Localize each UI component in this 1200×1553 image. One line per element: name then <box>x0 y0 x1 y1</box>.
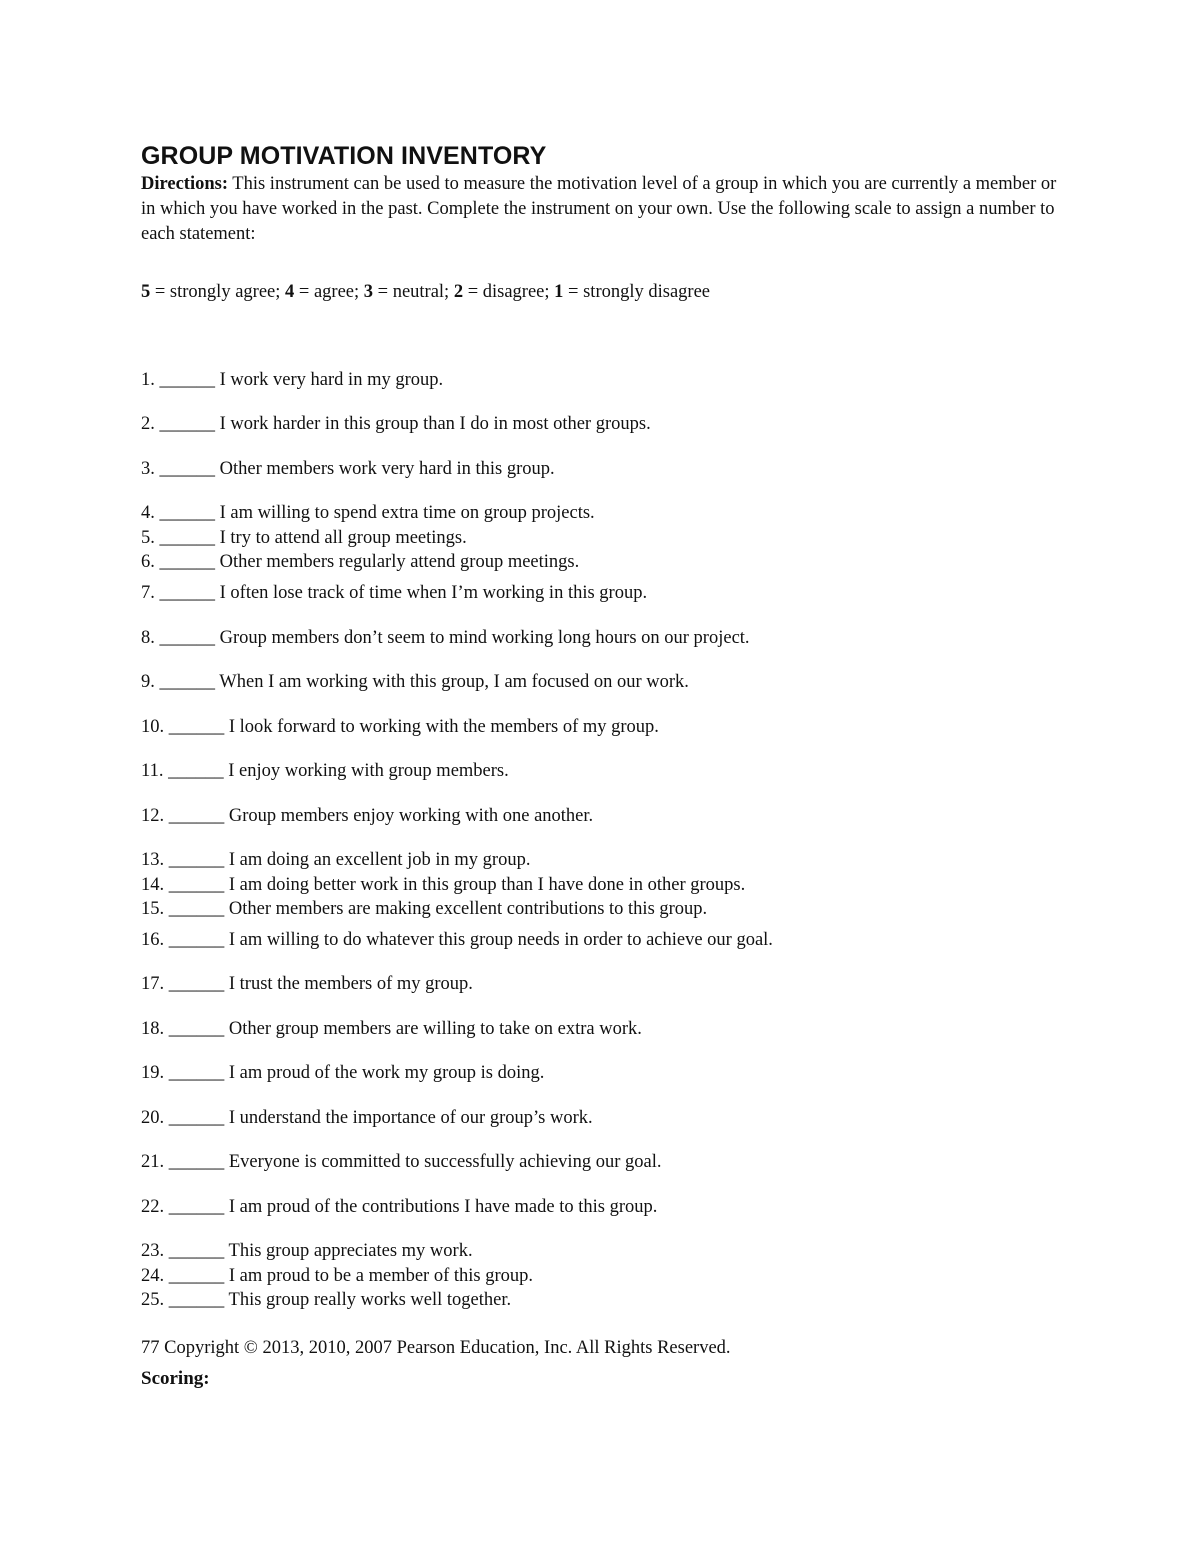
statement-text: I work harder in this group than I do in most other groups. <box>219 414 651 434</box>
statement-item <box>141 526 467 551</box>
scale-label-1: = strongly disagree <box>563 282 711 302</box>
rating-blank[interactable]: ______ <box>168 1063 225 1083</box>
statement-text: I try to attend all group meetings. <box>219 528 467 548</box>
statement-number: 6. <box>141 552 155 572</box>
rating-blank[interactable]: ______ <box>159 583 215 603</box>
rating-blank[interactable]: ______ <box>159 459 215 479</box>
statement-item <box>141 972 473 997</box>
rating-blank[interactable]: ______ <box>168 761 224 781</box>
statement-number: 22. <box>141 1197 165 1217</box>
scale-value-2: 2 <box>453 282 464 302</box>
statement-text: Other members regularly attend group meetings. <box>219 552 580 572</box>
statement-text: Group members enjoy working with one another. <box>228 806 594 826</box>
statement-item <box>141 715 659 740</box>
scale-label-2: = disagree; <box>463 282 555 302</box>
statement-text: Group members don’t seem to mind working long hours on our project. <box>219 628 750 648</box>
rating-blank[interactable]: ______ <box>168 1290 225 1310</box>
statement-text: I am proud of the work my group is doing. <box>228 1063 545 1083</box>
rating-blank[interactable]: ______ <box>168 974 225 994</box>
directions-label: Directions: <box>141 174 228 194</box>
statement-number: 19. <box>141 1063 165 1083</box>
scale-value-5: 5 <box>141 282 151 302</box>
statement-item <box>141 1239 473 1264</box>
rating-blank[interactable]: ______ <box>168 1197 225 1217</box>
statement-text: I look forward to working with the members of my group. <box>228 717 659 737</box>
statement-text: I am doing better work in this group than I have done in other groups. <box>228 875 746 895</box>
statement-number: 16. <box>141 930 165 950</box>
statement-text: I trust the members of my group. <box>228 974 473 994</box>
statement-text: I am proud to be a member of this group. <box>228 1266 534 1286</box>
rating-blank[interactable]: ______ <box>159 414 215 434</box>
statement-item <box>141 897 707 922</box>
statement-text: I work very hard in my group. <box>219 370 444 390</box>
statement-number: 17. <box>141 974 165 994</box>
statement-text: Other members are making excellent contributions to this group. <box>228 899 708 919</box>
rating-scale <box>141 280 710 305</box>
statement-number: 3. <box>141 459 155 479</box>
statement-item <box>141 759 509 784</box>
statement-number: 25. <box>141 1290 165 1310</box>
rating-blank[interactable]: ______ <box>168 1152 225 1172</box>
statement-item <box>141 457 555 482</box>
statement-item <box>141 1195 657 1220</box>
rating-blank[interactable]: ______ <box>159 503 215 523</box>
statement-number: 11. <box>141 761 164 781</box>
rating-blank[interactable]: ______ <box>168 899 225 919</box>
statement-item <box>141 550 579 575</box>
rating-blank[interactable]: ______ <box>159 370 215 390</box>
statement-item <box>141 848 530 873</box>
statement-item <box>141 1288 511 1313</box>
scale-value-4: 4 <box>285 282 295 302</box>
copyright-notice: 77 Copyright © 2013, 2010, 2007 Pearson Education, Inc. All Rights Reserved. <box>141 1338 731 1358</box>
scale-value-3: 3 <box>363 282 374 302</box>
statement-number: 8. <box>141 628 155 648</box>
statement-number: 23. <box>141 1241 165 1261</box>
rating-blank[interactable]: ______ <box>168 1241 225 1261</box>
statement-text: I enjoy working with group members. <box>228 761 509 781</box>
scale-label-5: = strongly agree; <box>150 282 286 302</box>
statement-number: 9. <box>141 672 155 692</box>
statement-text: This group appreciates my work. <box>228 1241 473 1261</box>
statement-text: I am willing to do whatever this group needs in order to achieve our goal. <box>228 930 773 950</box>
statement-item <box>141 1150 661 1175</box>
scale-value-1: 1 <box>554 282 564 302</box>
statement-item <box>141 581 647 606</box>
statement-item <box>141 626 750 651</box>
statement-number: 5. <box>141 528 155 548</box>
statement-item <box>141 368 443 393</box>
statement-item <box>141 1264 533 1289</box>
statement-item <box>141 670 689 695</box>
statement-number: 18. <box>141 1019 165 1039</box>
statement-number: 2. <box>141 414 155 434</box>
statement-number: 4. <box>141 503 155 523</box>
rating-blank[interactable]: ______ <box>168 717 225 737</box>
statement-text: I understand the importance of our group’s work. <box>228 1108 593 1128</box>
statement-item <box>141 1106 593 1131</box>
statement-text: I am willing to spend extra time on group projects. <box>219 503 595 523</box>
rating-blank[interactable]: ______ <box>159 552 215 572</box>
rating-blank[interactable]: ______ <box>159 628 215 648</box>
statement-item <box>141 501 595 526</box>
statement-item <box>141 873 745 898</box>
rating-blank[interactable]: ______ <box>168 1019 225 1039</box>
rating-blank[interactable]: ______ <box>159 528 215 548</box>
statement-number: 14. <box>141 875 165 895</box>
statement-number: 10. <box>141 717 165 737</box>
statement-text: Other group members are willing to take on extra work. <box>228 1019 642 1039</box>
statement-text: When I am working with this group, I am focused on our work. <box>219 672 689 692</box>
rating-blank[interactable]: ______ <box>168 1108 225 1128</box>
rating-blank[interactable]: ______ <box>168 850 225 870</box>
rating-blank[interactable]: ______ <box>168 806 225 826</box>
document-title: GROUP MOTIVATION INVENTORY <box>141 142 547 170</box>
scoring-heading: Scoring: <box>141 1368 210 1389</box>
rating-blank[interactable]: ______ <box>168 1266 225 1286</box>
rating-blank[interactable]: ______ <box>168 875 225 895</box>
statement-text: I am doing an excellent job in my group. <box>228 850 531 870</box>
statement-item <box>141 804 593 829</box>
statement-item <box>141 928 773 953</box>
statement-item <box>141 412 651 437</box>
statement-text: Other members work very hard in this group. <box>219 459 555 479</box>
statement-text: Everyone is committed to successfully achieving our goal. <box>228 1152 662 1172</box>
statement-number: 15. <box>141 899 165 919</box>
statement-item <box>141 1017 642 1042</box>
statement-number: 21. <box>141 1152 165 1172</box>
statement-number: 7. <box>141 583 155 603</box>
rating-blank[interactable]: ______ <box>168 930 225 950</box>
statement-number: 20. <box>141 1108 165 1128</box>
statement-item <box>141 1061 544 1086</box>
rating-blank[interactable]: ______ <box>159 672 215 692</box>
scale-label-3: = neutral; <box>373 282 454 302</box>
directions-text: This instrument can be used to measure the motivation level of a group in which you are currently a member or in which you have worked in the past. Complete the instrument on your own. Use the following scale to assign a number to each statement: <box>141 174 1057 244</box>
document-page <box>141 140 1071 1389</box>
statement-text: I am proud of the contributions I have made to this group. <box>228 1197 658 1217</box>
statement-number: 12. <box>141 806 165 826</box>
statement-text: This group really works well together. <box>228 1290 512 1310</box>
statement-number: 24. <box>141 1266 165 1286</box>
scale-label-4: = agree; <box>294 282 364 302</box>
statement-number: 1. <box>141 370 155 390</box>
directions-paragraph <box>141 172 1071 247</box>
statement-text: I often lose track of time when I’m working in this group. <box>219 583 648 603</box>
statement-number: 13. <box>141 850 165 870</box>
